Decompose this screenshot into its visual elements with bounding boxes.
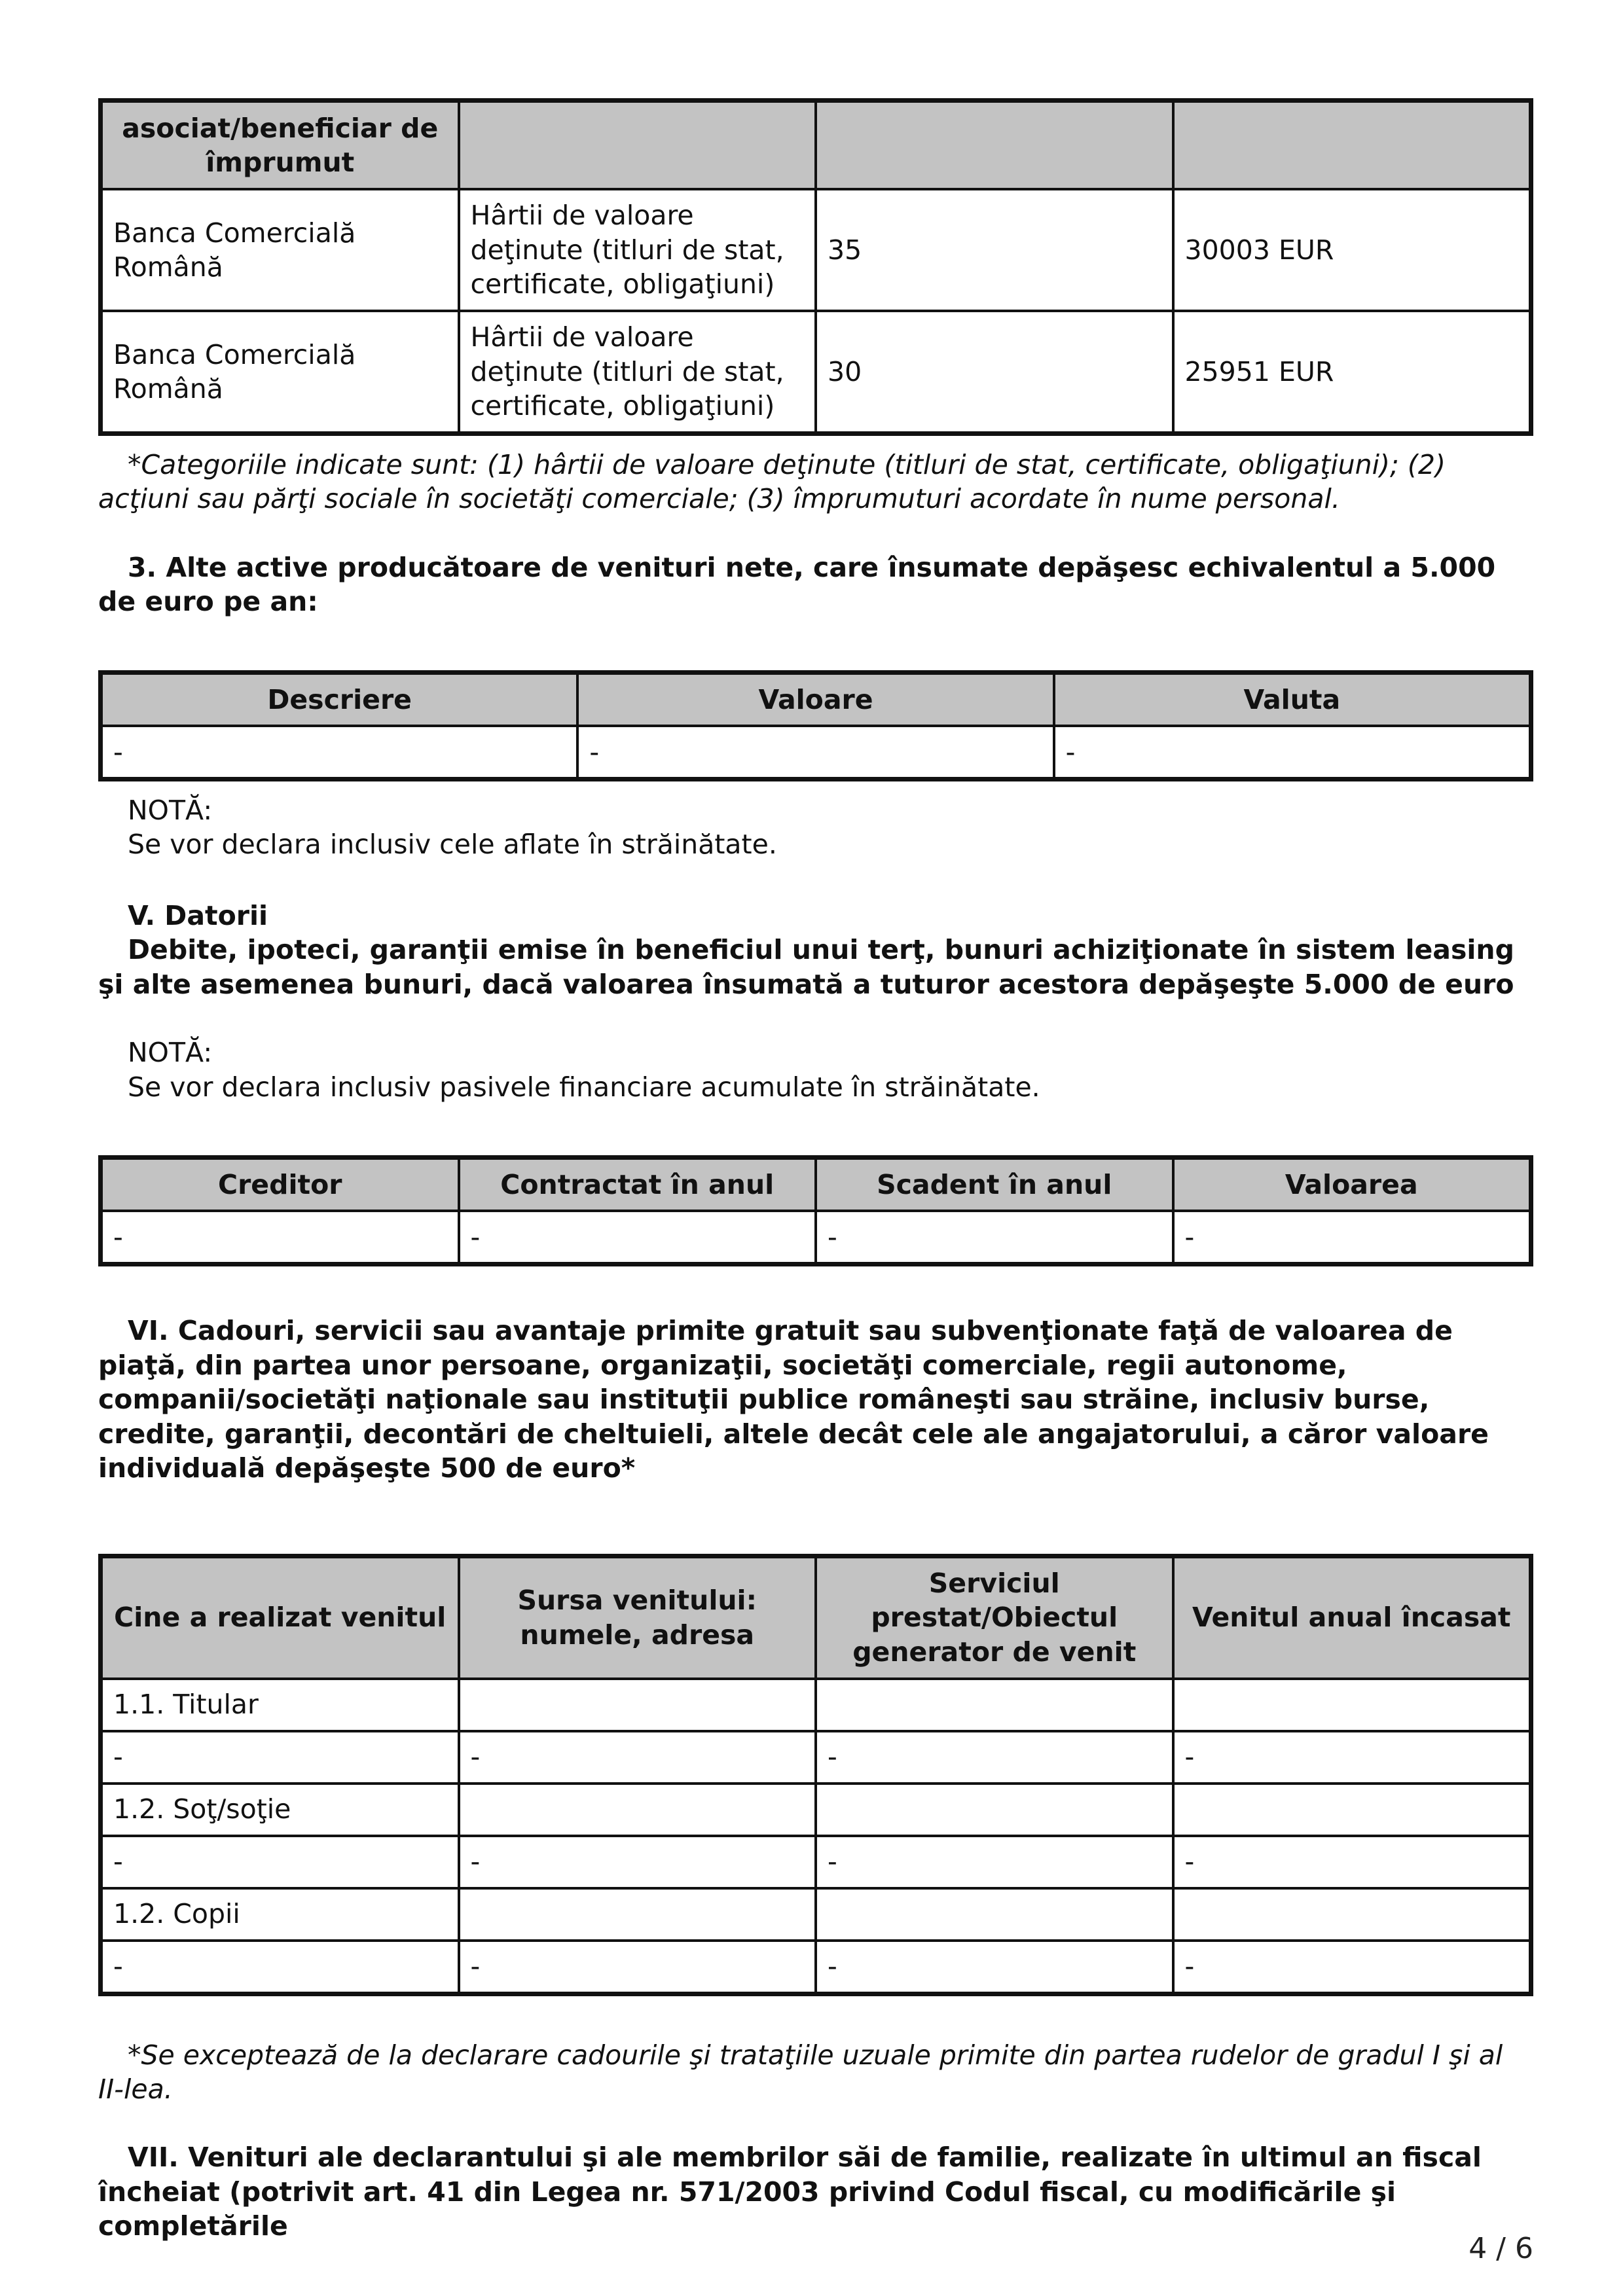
- table-cell: 1.2. Soţ/soţie: [101, 1784, 459, 1836]
- table-cell: [816, 1679, 1173, 1731]
- assets-header-cell: [1173, 101, 1531, 189]
- table-cell: 1.1. Titular: [101, 1679, 459, 1731]
- header-cell-venitul: Venitul anual încasat: [1173, 1557, 1531, 1679]
- table-cell: -: [1173, 1836, 1531, 1888]
- table-cell: -: [459, 1836, 816, 1888]
- table-cell: -: [577, 726, 1053, 778]
- assets-table-header-row: [101, 101, 1530, 189]
- header-cell-valoarea: Valoarea: [1173, 1158, 1531, 1211]
- header-cell-cine: Cine a realizat venitul: [101, 1557, 459, 1679]
- assets-header-cell: asociat/beneficiar de împrumut: [101, 101, 459, 189]
- section7-title: VII. Venituri ale declarantului şi ale membrilor săi de familie, realizate în ultimul an fiscal încheiat (potrivit art. 41 din Legea nr. 571/2003 privind Codul fiscal, cu modificările şi completările: [98, 2142, 1482, 2242]
- note-label: NOTĂ:: [128, 794, 213, 826]
- table-cell: -: [101, 726, 577, 778]
- table-cell: [816, 1784, 1173, 1836]
- table-cell: -: [1173, 1941, 1531, 1993]
- assets-header-cell: [816, 101, 1173, 189]
- table-cell: -: [459, 1941, 816, 1993]
- table-cell: [459, 1784, 816, 1836]
- table-cell: -: [459, 1211, 816, 1263]
- table-cell: Hârtii de valoare deţinute (titluri de stat, certificate, obligaţiuni): [459, 189, 816, 311]
- section3-title: 3. Alte active producătoare de venituri nete, care însumate depăşesc echivalentul a 5.000 de euro pe an:: [98, 551, 1496, 618]
- table-cell: -: [1054, 726, 1530, 778]
- table-cell: -: [459, 1731, 816, 1784]
- table-cell: -: [816, 1211, 1173, 1263]
- table-row: [101, 1679, 1530, 1731]
- header-cell-creditor: Creditor: [101, 1158, 459, 1211]
- table-cell: 25951 EUR: [1173, 311, 1531, 433]
- section5-title: V. Datorii: [128, 899, 268, 931]
- table-cell: -: [816, 1731, 1173, 1784]
- table-cell: Banca Comercială Română: [101, 189, 459, 311]
- table-cell: -: [1173, 1731, 1531, 1784]
- note-text: Se vor declara inclusiv cele aflate în străinătate.: [128, 829, 777, 861]
- gifts-table: [98, 1554, 1533, 1996]
- table-row: [101, 1731, 1530, 1784]
- table-row: [101, 1211, 1530, 1263]
- table-cell: -: [101, 1211, 459, 1263]
- table-cell: -: [101, 1836, 459, 1888]
- header-cell-descriere: Descriere: [101, 673, 577, 726]
- table-row: [101, 1888, 1530, 1941]
- header-cell-serviciul: Serviciul prestat/Obiectul generator de venit: [816, 1557, 1173, 1679]
- note-label: NOTĂ:: [128, 1037, 213, 1069]
- table-row: [101, 726, 1530, 778]
- assets-footnote: *Categoriile indicate sunt: (1) hârtii de valoare deţinute (titluri de stat, certificate, obligaţiuni); (2) acţiuni sau părţi sociale în societăţi comerciale; (3) împrumuturi acordate în nume personal.: [98, 449, 1446, 515]
- table-cell: -: [101, 1731, 459, 1784]
- header-cell-scadent: Scadent în anul: [816, 1158, 1173, 1211]
- table-cell: [459, 1679, 816, 1731]
- other-assets-header-row: [101, 673, 1530, 726]
- table-row: [101, 311, 1530, 433]
- table-row: [101, 1836, 1530, 1888]
- page-number: 4 / 6: [1468, 2232, 1533, 2265]
- table-cell: [1173, 1679, 1531, 1731]
- header-cell-contractat: Contractat în anul: [459, 1158, 816, 1211]
- table-cell: -: [1173, 1211, 1531, 1263]
- assets-table: [98, 98, 1533, 436]
- table-cell: -: [101, 1941, 459, 1993]
- header-cell-sursa: Sursa venitului: numele, adresa: [459, 1557, 816, 1679]
- table-cell: [816, 1888, 1173, 1941]
- table-cell: [1173, 1784, 1531, 1836]
- note-text: Se vor declara inclusiv pasivele financiare acumulate în străinătate.: [128, 1071, 1040, 1103]
- table-cell: 1.2. Copii: [101, 1888, 459, 1941]
- gifts-footnote: *Se exceptează de la declarare cadourile şi trataţiile uzuale primite din partea rudelor de gradul I şi al II-lea.: [98, 2039, 1503, 2105]
- table-cell: Banca Comercială Română: [101, 311, 459, 433]
- debts-table: [98, 1155, 1533, 1266]
- header-cell-valoare: Valoare: [577, 673, 1053, 726]
- table-row: [101, 189, 1530, 311]
- table-row: [101, 1784, 1530, 1836]
- assets-header-cell: [459, 101, 816, 189]
- gifts-header-row: [101, 1557, 1530, 1679]
- section5-subtitle: Debite, ipoteci, garanţii emise în beneficiul unui terţ, bunuri achiziţionate în sistem leasing şi alte asemenea bunuri, dacă valoarea însumată a tuturor acestora depăşeşte 5.000 de euro: [98, 934, 1514, 1000]
- table-cell: -: [816, 1941, 1173, 1993]
- table-cell: [459, 1888, 816, 1941]
- section6-title: VI. Cadouri, servicii sau avantaje primite gratuit sau subvenţionate faţă de valoarea de piaţă, din partea unor persoane, organizaţii, societăţi comerciale, regii autonome, companii/societăţi naţionale sau instituţii publice româneşti sau străine, inclusiv burse, credite, garanţii, decontări de cheltuieli, altele decât cele ale angajatorului, a căror valoare individuală depăşeşte 500 de euro*: [98, 1315, 1489, 1484]
- debts-header-row: [101, 1158, 1530, 1211]
- table-cell: 30: [816, 311, 1173, 433]
- table-cell: 35: [816, 189, 1173, 311]
- other-assets-table: [98, 670, 1533, 781]
- table-cell: [1173, 1888, 1531, 1941]
- table-cell: Hârtii de valoare deţinute (titluri de stat, certificate, obligaţiuni): [459, 311, 816, 433]
- header-cell-valuta: Valuta: [1054, 673, 1530, 726]
- table-row: [101, 1941, 1530, 1993]
- document-page: [98, 98, 1533, 2244]
- table-cell: -: [816, 1836, 1173, 1888]
- table-cell: 30003 EUR: [1173, 189, 1531, 311]
